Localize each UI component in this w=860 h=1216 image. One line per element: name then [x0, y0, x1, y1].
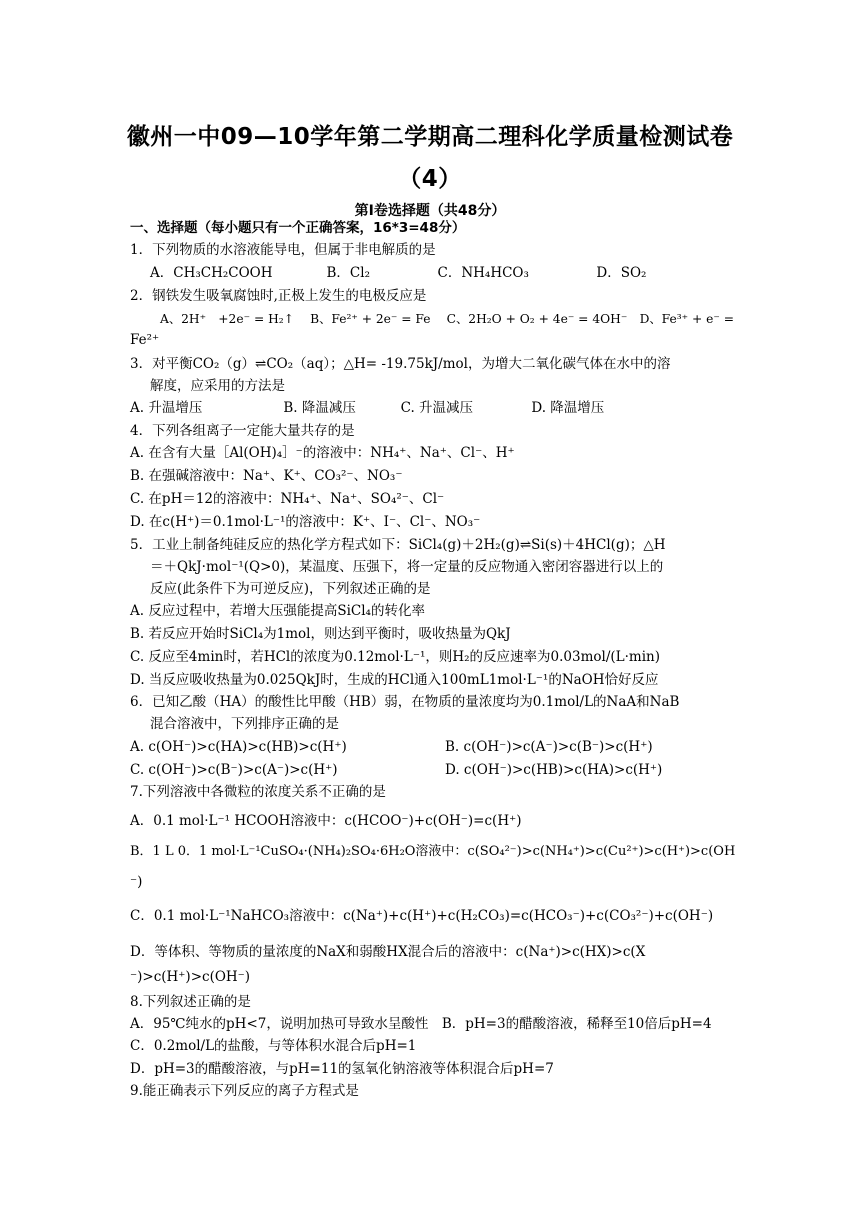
part-heading: 一、选择题（每小题只有一个正确答案，16*3=48分）	[130, 220, 466, 236]
question-line: 3．对平衡CO₂（g）⇌CO₂（aq）；△H= -19.75kJ/mol，为增大二氧化碳气体在水中的溶	[130, 356, 671, 372]
option-line: Fe²⁺	[130, 332, 160, 348]
question-line: 6．已知乙酸（HA）的酸性比甲酸（HB）弱，在物质的量浓度均为0.1mol/L的NaA和NaB	[130, 694, 680, 710]
option-line: B．1 L 0．1 mol·L⁻¹CuSO₄·(NH₄)₂SO₄·6H₂O溶液中：c(SO₄²⁻)>c(NH₄⁺)>c(Cu²⁺)>c(H⁺)>c(OH	[130, 844, 736, 859]
page-subtitle: （4）	[398, 166, 462, 192]
option-line: D. 当反应吸收热量为0.025QkJ时，生成的HCl通入100mL1mol·L⁻¹的NaOH恰好反应	[130, 672, 659, 688]
question-line: 9.能正确表示下列反应的离子方程式是	[130, 1083, 359, 1099]
option-line: A. 升温增压 B. 降温减压 C. 升温减压 D. 降温增压	[130, 400, 605, 416]
question-line: 5．工业上制备纯硅反应的热化学方程式如下：SiCl₄(g)＋2H₂(g)⇌Si(s)＋4HCl(g)；△H	[130, 537, 666, 553]
question-line: 2．钢铁发生吸氧腐蚀时,正极上发生的电极反应是	[130, 288, 427, 304]
option-line: B. 在强碱溶液中：Na⁺、K⁺、CO₃²⁻、NO₃⁻	[130, 468, 403, 484]
option-line: A．0.1 mol·L⁻¹ HCOOH溶液中：c(HCOO⁻)+c(OH⁻)=c(H⁺)	[130, 813, 522, 829]
question-line: 8.下列叙述正确的是	[130, 994, 251, 1010]
option-line: A．95℃纯水的pH<7，说明加热可导致水呈酸性 B．pH=3的醋酸溶液，稀释至10倍后pH=4	[130, 1016, 712, 1032]
question-line: ＝＋QkJ·mol⁻¹(Q>0)，某温度、压强下，将一定量的反应物通入密闭容器进行以上的	[150, 559, 664, 575]
page-title: 徽州一中09—10学年第二学期高二理科化学质量检测试卷	[126, 124, 734, 150]
option-line: B. c(OH⁻)>c(A⁻)>c(B⁻)>c(H⁺)	[445, 739, 653, 755]
option-line: A. 反应过程中，若增大压强能提高SiCl₄的转化率	[130, 603, 425, 619]
question-line: 反应(此条件下为可逆反应)，下列叙述正确的是	[150, 581, 431, 597]
option-line: D．等体积、等物质的量浓度的NaX和弱酸HX混合后的溶液中：c(Na⁺)>c(HX)>c(X	[130, 944, 646, 960]
question-line: 解度，应采用的方法是	[150, 378, 285, 394]
option-line: C. c(OH⁻)>c(B⁻)>c(A⁻)>c(H⁺)	[130, 762, 338, 778]
option-line: D. 在c(H⁺)＝0.1mol·L⁻¹的溶液中：K⁺、I⁻、Cl⁻、NO₃⁻	[130, 514, 481, 530]
option-line: C. 在pH＝12的溶液中：NH₄⁺、Na⁺、SO₄²⁻、Cl⁻	[130, 491, 445, 507]
section-heading: 第Ⅰ卷选择题（共48分）	[354, 203, 506, 219]
option-line: B. 若反应开始时SiCl₄为1mol，则达到平衡时，吸收热量为QkJ	[130, 626, 511, 642]
option-line: A．CH₃CH₂COOH B．Cl₂ C．NH₄HCO₃ D．SO₂	[150, 265, 647, 281]
question-line: 4．下列各组离子一定能大量共存的是	[130, 423, 355, 439]
option-line: C．0.1 mol·L⁻¹NaHCO₃溶液中：c(Na⁺)+c(H⁺)+c(H₂CO₃)=c(HCO₃⁻)+c(CO₃²⁻)+c(OH⁻)	[130, 908, 714, 924]
option-line: A、2H⁺ +2e⁻ = H₂↑ B、Fe²⁺ + 2e⁻ = Fe C、2H₂O + O₂ + 4e⁻ = 4OH⁻ D、Fe³⁺ + e⁻ =	[160, 312, 735, 326]
question-line: 1．下列物质的水溶液能导电，但属于非电解质的是	[130, 242, 436, 258]
option-line: ⁻)	[130, 874, 143, 890]
option-line: C. 反应至4min时，若HCl的浓度为0.12mol·L⁻¹，则H₂的反应速率为0.03mol/(L·min)	[130, 649, 660, 665]
option-line: A. 在含有大量［Al(OH)₄］⁻的溶液中：NH₄⁺、Na⁺、Cl⁻、H⁺	[130, 445, 515, 461]
question-line: 混合溶液中，下列排序正确的是	[150, 716, 339, 732]
question-line: 7.下列溶液中各微粒的浓度关系不正确的是	[130, 784, 386, 800]
option-line: A. c(OH⁻)>c(HA)>c(HB)>c(H⁺)	[130, 739, 347, 755]
option-line: D．pH=3的醋酸溶液，与pH=11的氢氧化钠溶液等体积混合后pH=7	[130, 1061, 554, 1077]
option-line: ⁻)>c(H⁺)>c(OH⁻)	[130, 969, 251, 985]
option-line: C．0.2mol/L的盐酸，与等体积水混合后pH=1	[130, 1038, 417, 1054]
option-line: D. c(OH⁻)>c(HB)>c(HA)>c(H⁺)	[445, 762, 663, 778]
